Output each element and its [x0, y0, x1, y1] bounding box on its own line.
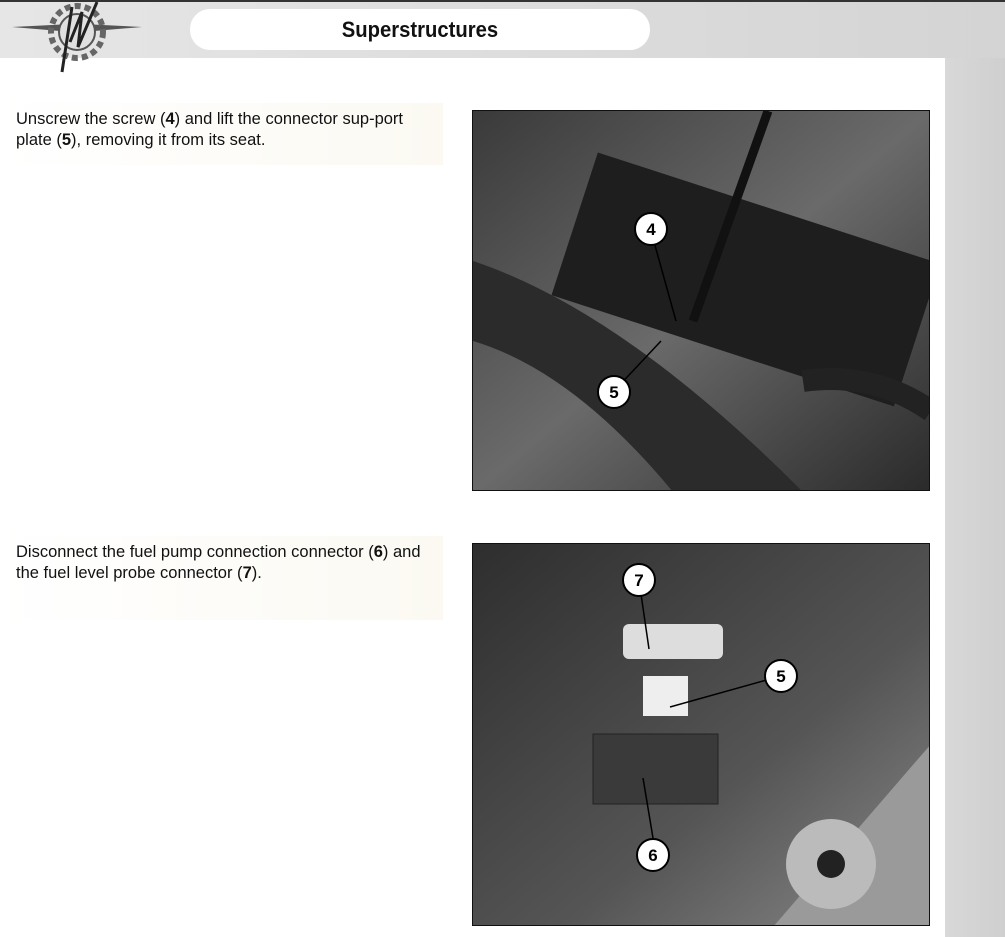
- callout-5: 5: [609, 383, 619, 402]
- instruction-text: ), removing it from its seat.: [71, 131, 266, 149]
- instruction-text: Unscrew the screw (: [16, 110, 166, 128]
- page-header: [0, 0, 1005, 58]
- page-title: [190, 9, 650, 50]
- instruction-text: Disconnect the fuel pump connection connector (: [16, 543, 374, 561]
- instruction-text: ).: [251, 564, 262, 582]
- instruction-text: ) and lift the connector sup-port plate (: [16, 110, 404, 149]
- callout-7: 7: [634, 571, 644, 590]
- reference-number: 7: [242, 564, 252, 582]
- mv-logo: [12, 2, 142, 74]
- step-1-photo: [472, 110, 930, 491]
- page-title-text: Superstructures: [341, 16, 499, 42]
- side-tab-bar: [945, 58, 1005, 937]
- reference-number: 6: [373, 543, 383, 561]
- reference-number: 4: [165, 110, 175, 128]
- reference-number: 5: [61, 131, 72, 149]
- step-2-text: [0, 536, 443, 620]
- callout-4: 4: [646, 220, 656, 239]
- callout-6: 6: [648, 846, 658, 865]
- step-2-photo: [472, 543, 930, 926]
- instruction-text: ) and the fuel level probe connector (: [16, 543, 421, 582]
- step-1-text: [0, 103, 443, 165]
- callout-5: 5: [776, 667, 786, 686]
